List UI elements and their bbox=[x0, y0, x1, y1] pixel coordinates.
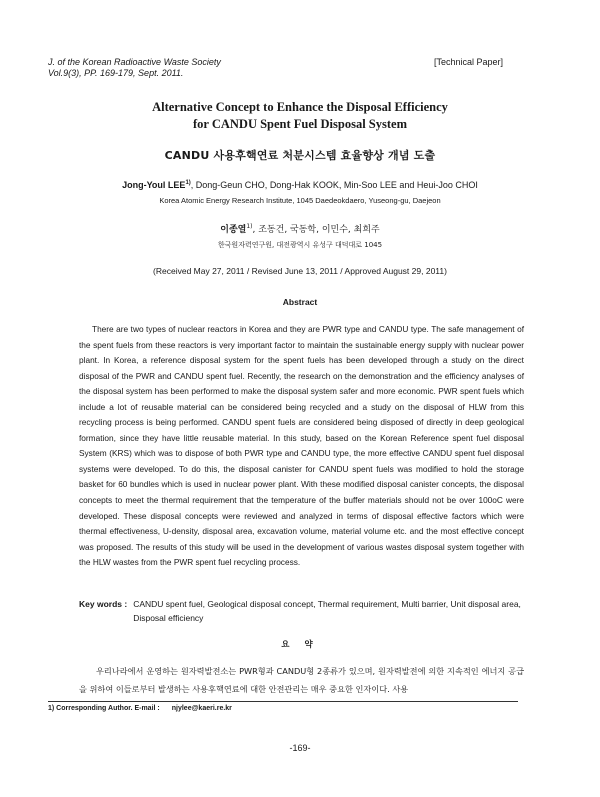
coauthors: , Dong-Geun CHO, Dong-Hak KOOK, Min-Soo LEE and Heui-Joo CHOI bbox=[190, 180, 478, 190]
author-list bbox=[0, 180, 600, 190]
korean-coauthors: , 조동건, 국동학, 이민수, 최희주 bbox=[252, 225, 380, 235]
korean-corresponding-author: 이종열 bbox=[220, 225, 247, 235]
korean-abstract-text: 우리나라에서 운영하는 원자력발전소는 PWR형과 CANDU형 2종류가 있으며, 원자력발전에 의한 지속적인 에너지 공급을 위하여 이들로부터 발생하는 사용후핵연료에 대한 안전관리는 매우 중요한 인자이다. 사용 bbox=[79, 666, 524, 694]
keywords-label: Key words : bbox=[79, 599, 128, 609]
korean-abstract-heading: 요 약 bbox=[281, 640, 319, 650]
korean-author-list bbox=[0, 222, 600, 235]
received-dates: (Received May 27, 2011 / Revised June 13, 2011 / Approved August 29, 2011) bbox=[153, 266, 447, 276]
footnote-label: 1) Corresponding Author. E-mail : bbox=[48, 705, 160, 712]
korean-title: CANDU 사용후핵연료 처분시스템 효율향상 개념 도출 bbox=[164, 149, 436, 162]
author-affiliation: Korea Atomic Energy Research Institute, 1045 Daedeokdaero, Yuseong-gu, Daejeon bbox=[159, 196, 441, 205]
keywords-text: CANDU spent fuel, Geological disposal concept, Thermal requirement, Multi barrier, Unit disposal area, Disposal efficiency bbox=[133, 599, 521, 623]
journal-volume: Vol.9(3), PP. 169-179, Sept. 2011. bbox=[48, 68, 184, 78]
footnote bbox=[48, 705, 232, 712]
abstract-heading: Abstract bbox=[282, 297, 318, 307]
korean-affiliation: 한국원자력연구원, 대전광역시 유성구 대덕대로 1045 bbox=[217, 241, 383, 249]
author-footnote-mark: 1) bbox=[185, 180, 191, 186]
paper-title-line1: Alternative Concept to Enhance the Disposal Efficiency bbox=[152, 100, 448, 114]
paper-type-label: [Technical Paper] bbox=[433, 57, 503, 67]
journal-citation bbox=[48, 57, 221, 79]
paper-title bbox=[0, 99, 600, 133]
abstract-text: There are two types of nuclear reactors in Korea and they are PWR type and CANDU type. The safe management of the spent fuels from these reactors is very important factor to maintain the sustainable energy supply with nuclear power plant. In Korea, a reference disposal system for the spent fuels has been developed through a study on the direct disposal of the PWR and CANDU spent fuel. Recently, the research on the demonstration and the efficiency analyses of the disposal system has been performed to make the disposal system safer and more economic. PWR spent fuels which include a lot of reusable material can be considered being recycled and a study on the disposal of HLW from this recycling process is being performed. CANDU spent fuels are considered being disposed of directly in deep geological formation, since they have little reusable material. In this study, based on the Korean Reference spent fuel disposal System (KRS) which was to dispose of both PWR type and CANDU type, the more effective CANDU spent fuel disposal systems were developed. To do this, the disposal canister for CANDU spent fuels was modified to hold the storage basket for 60 bundles which is used in nuclear power plant. With these modified disposal canister concepts, the disposal concepts to meet the thermal requirement that the temperature of the buffer materials should not be over 100oC were developed. These disposal concepts were reviewed and analyzed in terms of disposal effective factors which were thermal effectiveness, U-density, disposal area, excavation volume, material volume etc. and the most effective concept was proposed. The results of this study will be used in the development of various wastes disposal system together with the HLW wastes from the PWR spent fuel recycling process. bbox=[79, 324, 524, 568]
corresponding-author: Jong-Youl LEE bbox=[122, 180, 186, 190]
korean-author-footnote-mark: 1) bbox=[246, 223, 253, 230]
page-number: -169- bbox=[289, 743, 311, 753]
keywords-section bbox=[79, 597, 524, 625]
footnote-email: njylee@kaeri.re.kr bbox=[171, 705, 232, 712]
paper-title-line2: for CANDU Spent Fuel Disposal System bbox=[192, 117, 407, 131]
journal-name: J. of the Korean Radioactive Waste Society bbox=[48, 57, 221, 67]
footnote-divider bbox=[48, 701, 518, 702]
